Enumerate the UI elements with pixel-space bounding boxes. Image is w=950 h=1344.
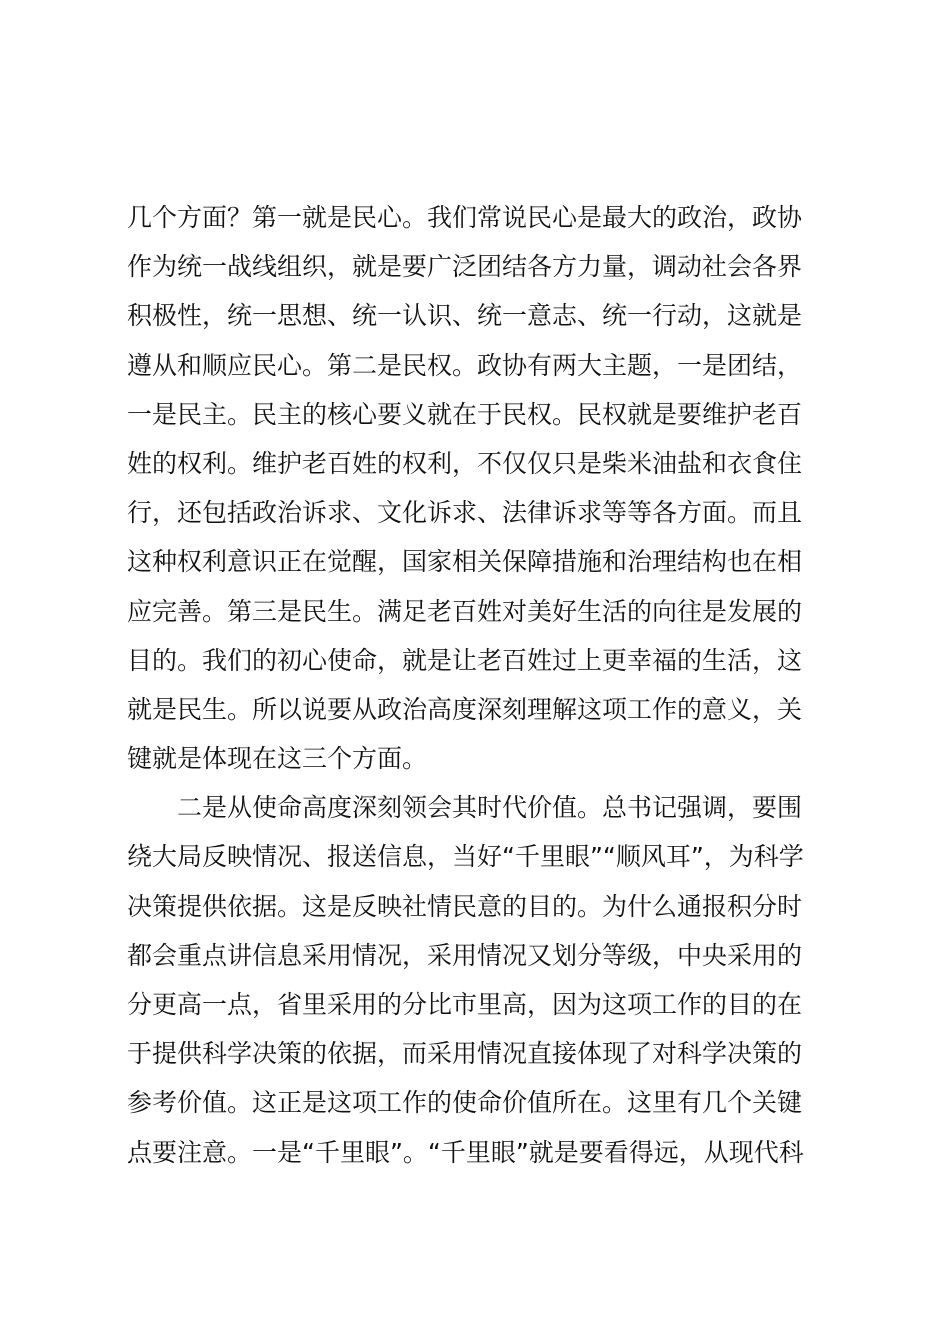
body-text — [127, 193, 827, 1177]
text-line: 于提供科学决策的依据，而采用情况直接体现了对科学决策的 — [127, 1039, 803, 1069]
text-line: 点要注意。一是“千里眼”。“千里眼”就是要看得远，从现代科 — [127, 1137, 804, 1167]
text-line-first: 二是从使命高度深刻领会其时代价值。总书记强调，要围 — [177, 793, 803, 823]
text-line: 键就是体现在这三个方面。 — [127, 744, 428, 774]
paragraph-1 — [127, 193, 827, 783]
text-line: 几个方面？第一就是民心。我们常说民心是最大的政治，政协 — [127, 203, 803, 232]
text-line: 一是民主。民主的核心要义就在于民权。民权就是要维护老百 — [127, 399, 803, 429]
text-line: 参考价值。这正是这项工作的使命价值所在。这里有几个关键 — [127, 1088, 803, 1118]
text-line: 作为统一战线组织，就是要广泛团结各方力量，调动社会各界 — [127, 252, 803, 282]
text-line: 这种权利意识正在觉醒，国家相关保障措施和治理结构也在相 — [127, 547, 803, 577]
text-line: 行，还包括政治诉求、文化诉求、法律诉求等等各方面。而且 — [127, 498, 803, 528]
text-line: 就是民生。所以说要从政治高度深刻理解这项工作的意义，关 — [127, 694, 803, 724]
paragraph-2 — [127, 783, 827, 1177]
text-line: 都会重点讲信息采用情况，采用情况又划分等级，中央采用的 — [127, 940, 803, 970]
text-line: 积极性，统一思想、统一认识、统一意志、统一行动，这就是 — [127, 301, 803, 331]
text-line: 目的。我们的初心使命，就是让老百姓过上更幸福的生活，这 — [127, 645, 803, 675]
text-line: 决策提供依据。这是反映社情民意的目的。为什么通报积分时 — [127, 891, 803, 921]
text-line: 分更高一点，省里采用的分比市里高，因为这项工作的目的在 — [127, 990, 803, 1019]
text-line: 绕大局反映情况、报送信息，当好“千里眼”“顺风耳”，为科学 — [127, 842, 804, 872]
text-line: 应完善。第三是民生。满足老百姓对美好生活的向往是发展的 — [127, 596, 803, 626]
text-line: 遵从和顺应民心。第二是民权。政协有两大主题，一是团结， — [127, 350, 803, 380]
text-line: 姓的权利。维护老百姓的权利，不仅仅只是柴米油盐和衣食住 — [127, 448, 803, 478]
